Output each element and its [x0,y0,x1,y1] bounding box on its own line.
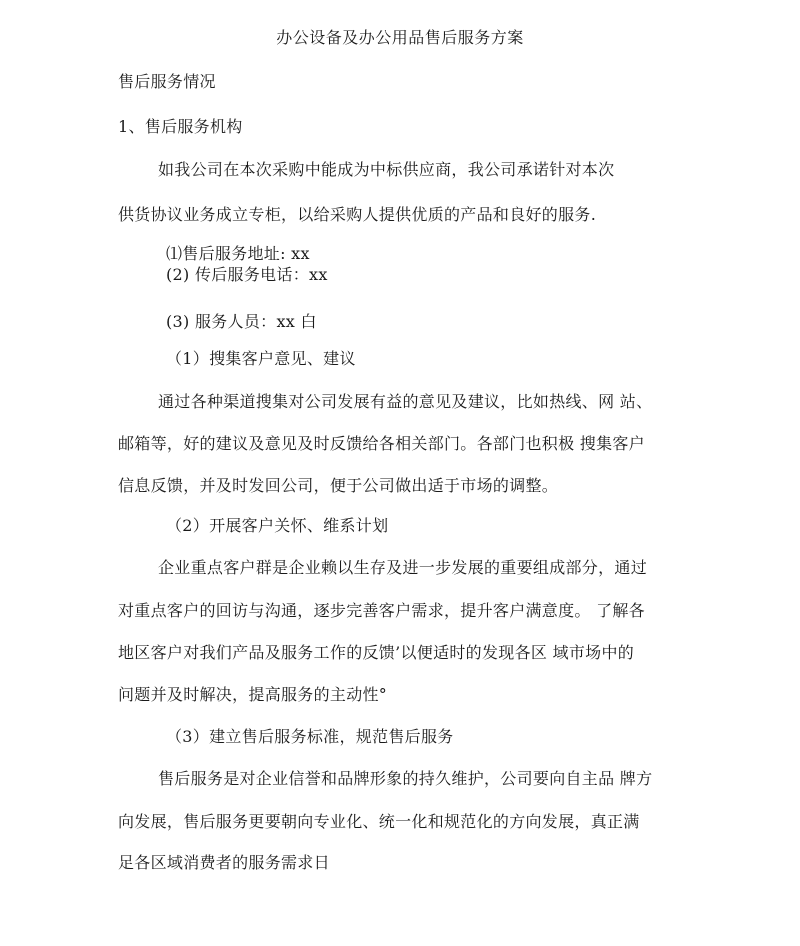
item2-line-1: 企业重点客户群是企业赖以生存及进一步发展的重要组成部分，通过 [158,558,648,577]
item2-heading: （2）开展客户关怀、维系计划 [166,516,389,535]
item2-line-2: 对重点客户的回访与沟通，逐步完善客户需求，提升客户满意度。 了解各 [118,601,645,620]
document-title: 办公设备及办公用品售后服务方案 [276,28,524,47]
item2-line-4: 问题并及时解决，提高服务的主动性° [118,685,388,704]
contact-address: ⑴售后服务地址: xx [166,244,310,263]
section-heading: 售后服务情况 [118,72,216,91]
intro-line-2: 供货协议业务成立专柜，以给采购人提供优质的产品和良好的服务. [118,205,597,224]
item2-line-3: 地区客户对我们产品及服务工作的反馈’以便适时的发现各区 域市场中的 [118,643,635,662]
contact-phone: (2) 传后服务电话：xx [166,265,328,284]
subsection-heading: 1、售后服务机构 [118,117,243,136]
item3-line-2: 向发展，售后服务更要朝向专业化、统一化和规范化的方向发展，真正满 [118,812,640,831]
item1-line-2: 邮箱等，好的建议及意见及时反馈给各相关部门。各部门也积极 搜集客户 [118,434,645,453]
item3-line-1: 售后服务是对企业信誉和品牌形象的持久维护，公司要向自主品 牌方 [158,769,653,788]
item1-line-3: 信息反馈，并及时发回公司，便于公司做出适于市场的调整。 [118,476,559,495]
item3-line-3: 足各区域消费者的服务需求日 [118,853,330,872]
item3-heading: （3）建立售后服务标准，规范售后服务 [166,727,454,746]
item1-line-1: 通过各种渠道搜集对公司发展有益的意见及建议，比如热线、网 站、 [158,392,653,411]
contact-staff: (3) 服务人员：xx 白 [166,312,317,331]
item1-heading: （1）搜集客户意见、建议 [166,349,356,368]
intro-line-1: 如我公司在本次采购中能成为中标供应商，我公司承诺针对本次 [158,160,615,179]
